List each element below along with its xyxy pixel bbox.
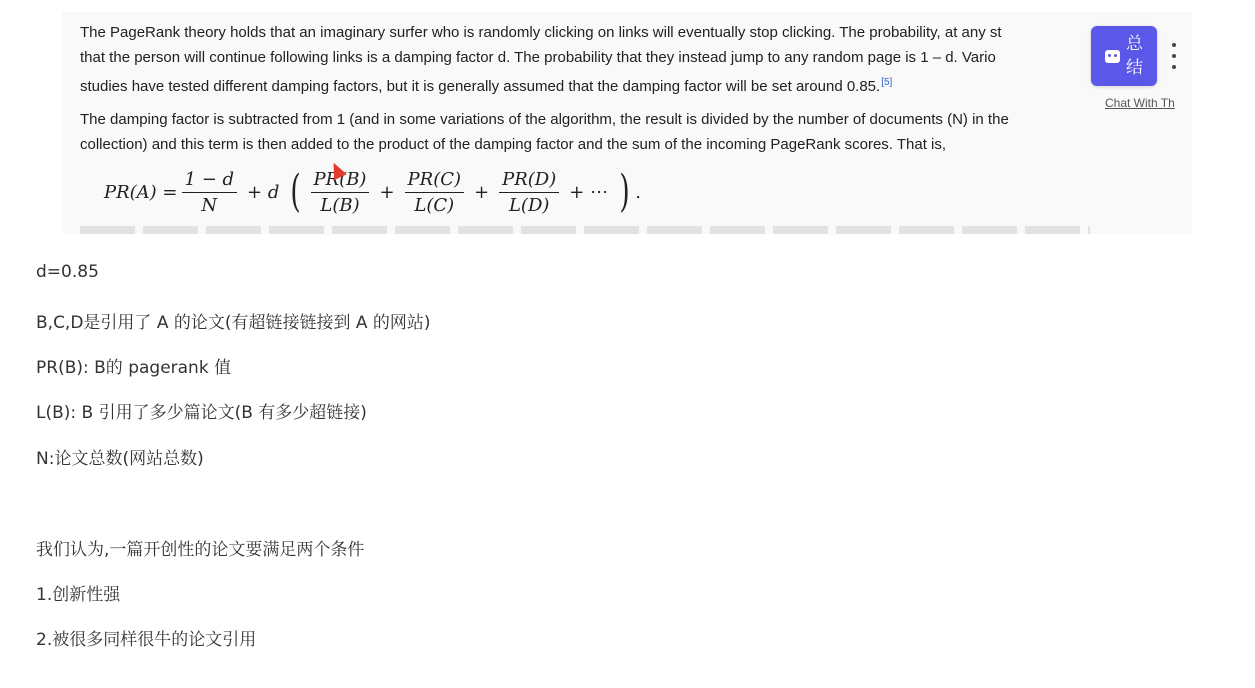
chat-with-link[interactable]: Chat With Th <box>1105 96 1175 110</box>
fraction-1-d-over-n <box>182 169 238 216</box>
formula-plus-d: + d <box>247 181 280 203</box>
summarize-button[interactable] <box>1091 26 1157 86</box>
fraction-numerator: PR(C) <box>405 169 464 193</box>
text-line: collection) and this term is then added to the product of the damping factor and the sum of the incoming PageRank scores. That is, <box>80 136 947 153</box>
fraction-pr-d <box>499 169 559 216</box>
formula-ellipsis: + ⋯ <box>569 181 609 203</box>
formula-plus: + <box>379 181 395 203</box>
text-line: The damping factor is subtracted from 1 (and in some variations of the algorithm, the result is divided by the number of documents (N) in the <box>80 111 1009 128</box>
pagerank-wiki-snippet <box>62 12 1192 234</box>
fraction-numerator: PR(B) <box>311 169 370 193</box>
citation-link[interactable]: [5] <box>881 77 893 88</box>
fraction-pr-c <box>405 169 464 216</box>
fraction-denominator: L(B) <box>320 194 360 216</box>
formula-intro-paragraph <box>80 107 1090 157</box>
note-line: N:论文总数(网站总数) <box>36 449 204 469</box>
summarize-label: 总 结 <box>1126 34 1143 78</box>
formula-close-paren: ) <box>619 166 630 217</box>
formula-period: . <box>635 181 641 203</box>
text-line: studies have tested different damping factors, but it is generally assumed that the damping factor will be set around 0.85.[5] <box>80 77 893 95</box>
fraction-numerator: 1 − d <box>182 169 238 193</box>
bot-icon <box>1105 50 1120 63</box>
formula-plus: + <box>474 181 490 203</box>
note-line: B,C,D是引用了 A 的论文(有超链接链接到 A 的网站) <box>36 313 431 333</box>
clipped-text-line <box>80 226 1090 234</box>
fraction-denominator: N <box>201 194 218 216</box>
note-line: PR(B): B的 pagerank 值 <box>36 358 232 378</box>
formula-lhs: PR(A) = <box>104 181 178 203</box>
pagerank-formula <box>104 162 641 222</box>
fraction-numerator: PR(D) <box>499 169 559 193</box>
more-options-icon[interactable] <box>1165 43 1183 69</box>
fraction-denominator: L(C) <box>414 194 455 216</box>
note-line: 1.创新性强 <box>36 585 121 605</box>
fraction-denominator: L(D) <box>508 194 550 216</box>
text-line: that the person will continue following links is a damping factor d. The probability that they instead jump to any random page is 1 – d. Vario <box>80 49 996 66</box>
note-line: 我们认为,一篇开创性的论文要满足两个条件 <box>36 540 365 560</box>
text-line: The PageRank theory holds that an imaginary surfer who is randomly clicking on links will eventually stop clicking. The probability, at any st <box>80 24 1002 41</box>
note-line: d=0.85 <box>36 262 99 282</box>
note-line: L(B): B 引用了多少篇论文(B 有多少超链接) <box>36 403 367 423</box>
formula-open-paren: ( <box>290 166 302 217</box>
damping-paragraph <box>80 20 1090 99</box>
note-line: 2.被很多同样很牛的论文引用 <box>36 630 257 650</box>
